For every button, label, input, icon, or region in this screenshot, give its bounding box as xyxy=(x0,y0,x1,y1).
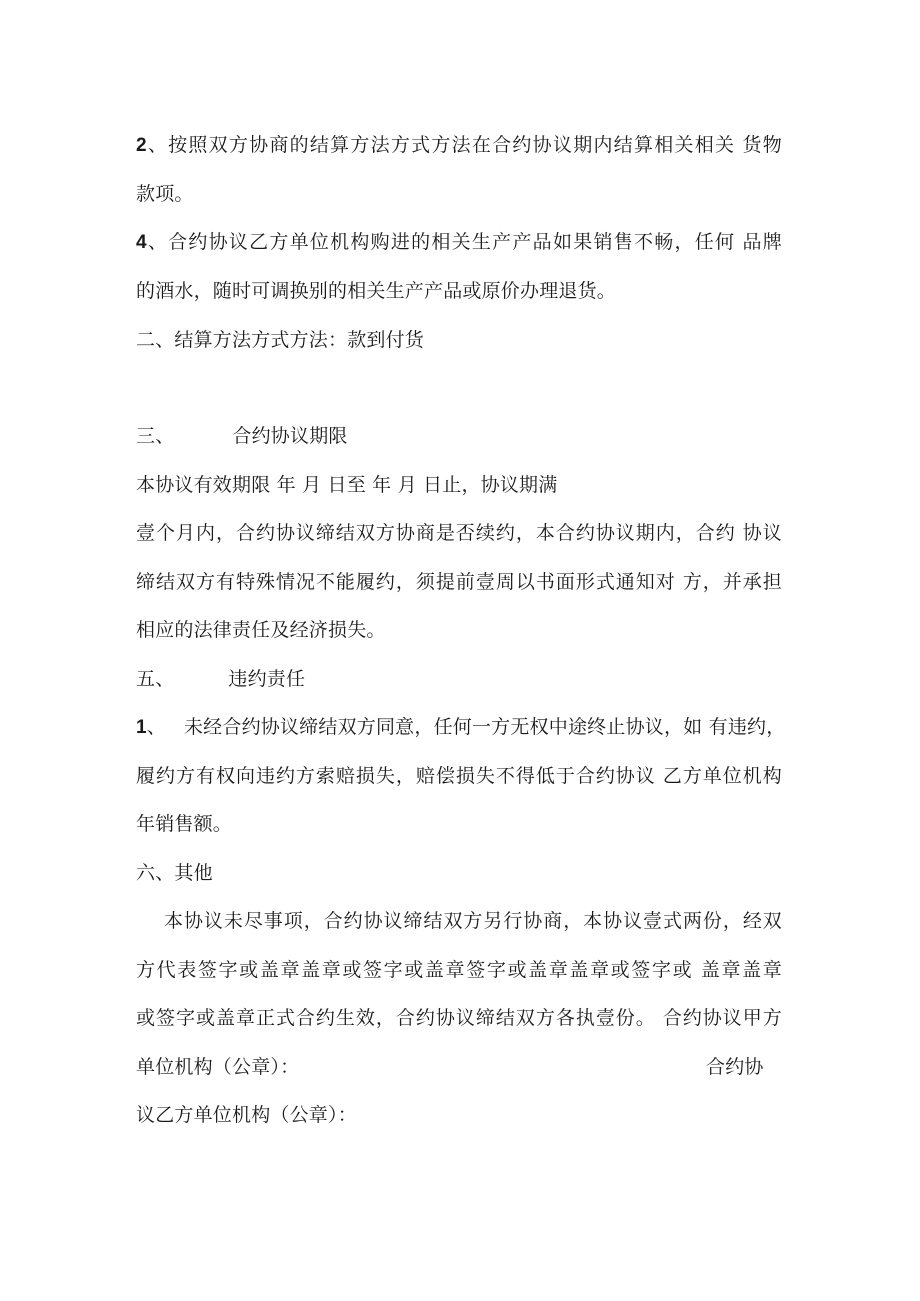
section-5-item-1-marker: 、 xyxy=(146,716,166,738)
section-6-line-3: 或签字或盖章正式合约生效，合约协议缔结双方各执壹份。 合约协议甲方 xyxy=(136,1007,782,1029)
section-5-marker: 五、 xyxy=(136,668,175,690)
section-5-line-3: 年销售额。 xyxy=(136,813,233,835)
item-2-line-1 xyxy=(136,133,782,158)
item-4-line-2: 的酒水，随时可调换别的相关生产产品或原价办理退货。 xyxy=(136,280,617,302)
section-5-item-1-number: 1 xyxy=(136,717,147,738)
item-2-text: 、按照双方协商的结算方法方式方法在合约协议期内结算相关相关 货物 xyxy=(146,134,782,156)
section-3-line-3: 缔结双方有特殊情况不能履约，须提前壹周以书面形式通知对 方，并承担 xyxy=(136,571,782,593)
item-2-line-2: 款项。 xyxy=(136,183,194,205)
party-a-seal-label: 单位机构（公章）： xyxy=(136,1056,300,1078)
section-5-line-1 xyxy=(136,715,786,740)
section-5-line-1-text: 未经合约协议缔结双方同意，任何一方无权中途终止协议，如 有违约， xyxy=(183,716,786,738)
section-5-heading-line xyxy=(136,667,305,691)
section-2-heading: 二、结算方法方式方法：款到付货 xyxy=(136,329,425,351)
section-3-heading: 合约协议期限 xyxy=(232,425,348,447)
item-4-text: 、合约协议乙方单位机构购进的相关生产产品如果销售不畅，任何 品牌 xyxy=(146,231,782,253)
party-b-seal-label: 议乙方单位机构（公章）： xyxy=(136,1104,357,1126)
section-5-line-2: 履约方有权向违约方索赔损失，赔偿损失不得低于合约协议 乙方单位机构 xyxy=(136,765,782,787)
section-6-line-1: 本协议未尽事项，合约协议缔结双方另行协商，本协议壹式两份，经双 xyxy=(164,910,782,932)
section-3-marker: 三、 xyxy=(136,425,175,447)
section-3-line-1: 本协议有效期限 年 月 日至 年 月 日止，协议期满 xyxy=(136,474,558,496)
section-5-heading: 违约责任 xyxy=(228,668,306,690)
section-3-heading-line xyxy=(136,424,348,448)
section-6-line-2: 方代表签字或盖章盖章或签字或盖章签字或盖章盖章或签字或 盖章盖章 xyxy=(136,959,782,981)
section-3-line-2: 壹个月内，合约协议缔结双方协商是否续约，本合约协议期内，合约 协议 xyxy=(136,522,782,544)
item-4-number: 4 xyxy=(136,232,147,253)
party-b-label-start: 合约协 xyxy=(706,1056,764,1078)
item-4-line-1 xyxy=(136,230,782,255)
section-3-line-4: 相应的法律责任及经济损失。 xyxy=(136,619,386,641)
section-6-heading: 六、其他 xyxy=(136,862,213,884)
item-2-number: 2 xyxy=(136,135,147,156)
